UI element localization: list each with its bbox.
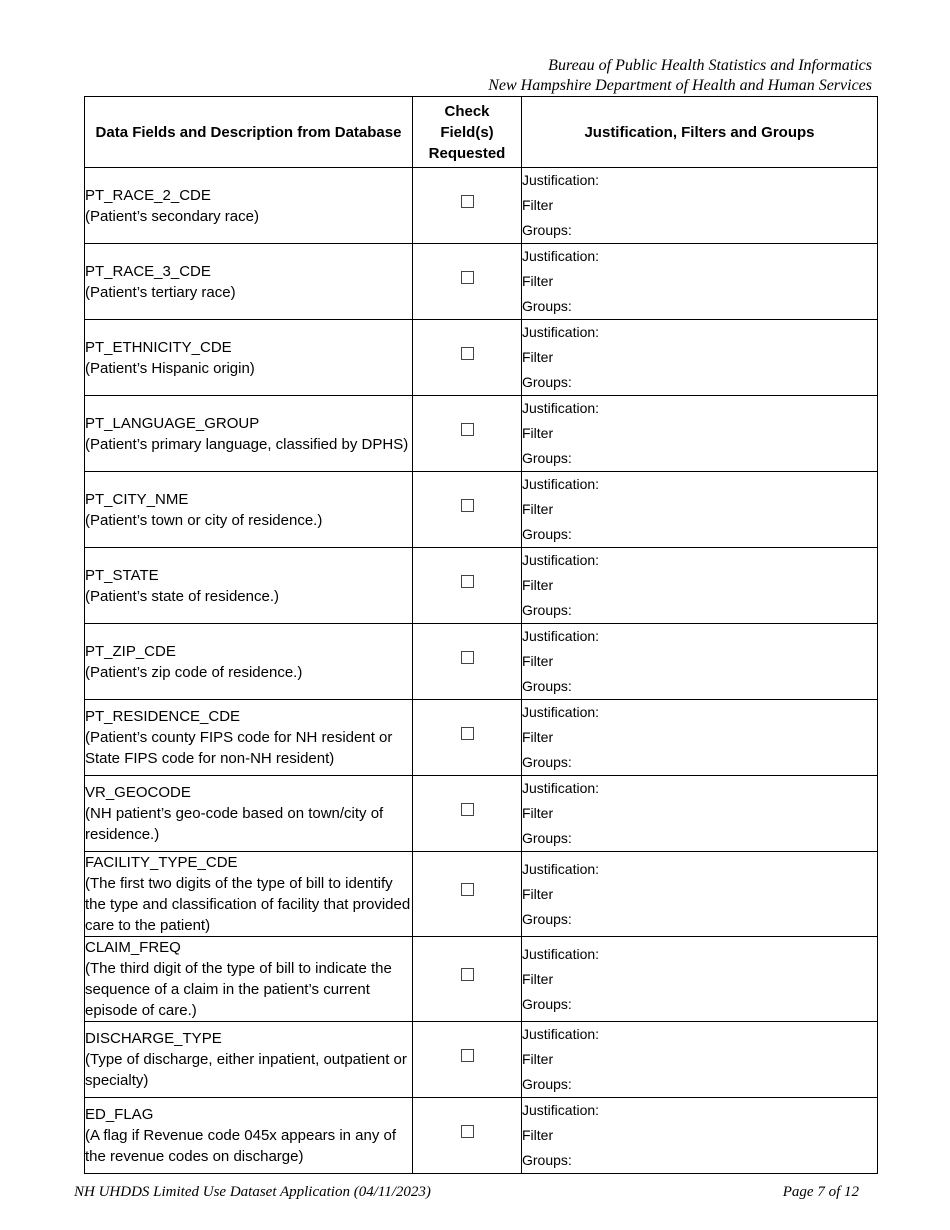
field-cell — [85, 776, 413, 852]
check-cell — [413, 548, 522, 624]
table-row — [85, 244, 878, 320]
field-cell — [85, 700, 413, 776]
field-requested-checkbox[interactable] — [461, 271, 474, 284]
field-description: (Patient’s Hispanic origin) — [85, 359, 255, 377]
table-row — [85, 700, 878, 776]
field-requested-checkbox[interactable] — [461, 347, 474, 360]
justification-label: Justification: — [522, 704, 600, 720]
justification-label: Justification: — [522, 628, 600, 644]
field-requested-checkbox[interactable] — [461, 883, 474, 896]
check-cell — [413, 1022, 522, 1098]
header-department: New Hampshire Department of Health and Human Services — [488, 77, 872, 94]
check-cell — [413, 1098, 522, 1174]
field-cell — [85, 396, 413, 472]
field-description: (Patient’s state of residence.) — [85, 587, 279, 605]
field-name: PT_CITY_NME — [85, 490, 189, 508]
table-row — [85, 472, 878, 548]
field-name: CLAIM_FREQ — [85, 939, 181, 956]
justification-label: Justification: — [522, 400, 600, 416]
page-header — [488, 56, 872, 96]
groups-label: Groups: — [522, 450, 572, 466]
field-requested-checkbox[interactable] — [461, 727, 474, 740]
field-cell — [85, 320, 413, 396]
check-cell — [413, 320, 522, 396]
field-name: VR_GEOCODE — [85, 784, 191, 801]
field-requested-checkbox[interactable] — [461, 423, 474, 436]
data-fields-table — [84, 96, 878, 1174]
groups-label: Groups: — [522, 602, 572, 618]
field-cell — [85, 548, 413, 624]
field-requested-checkbox[interactable] — [461, 968, 474, 981]
groups-label: Groups: — [522, 298, 572, 314]
check-cell — [413, 244, 522, 320]
check-cell — [413, 472, 522, 548]
check-cell — [413, 937, 522, 1022]
filter-label: Filter — [522, 273, 554, 289]
justification-cell[interactable] — [522, 320, 878, 396]
filter-label: Filter — [522, 885, 554, 902]
field-description: (The first two digits of the type of bill to identify the type and classification of facility that provided care to the patient) — [85, 875, 411, 934]
groups-label: Groups: — [522, 374, 572, 390]
field-cell — [85, 1022, 413, 1098]
field-requested-checkbox[interactable] — [461, 1049, 474, 1062]
field-requested-checkbox[interactable] — [461, 803, 474, 816]
table-header-row — [85, 97, 878, 168]
field-name: PT_ETHNICITY_CDE — [85, 338, 232, 356]
field-description: (Patient’s zip code of residence.) — [85, 663, 303, 681]
field-description: (Patient’s town or city of residence.) — [85, 511, 323, 529]
groups-label: Groups: — [522, 678, 572, 694]
justification-cell[interactable] — [522, 1022, 878, 1098]
field-description: (Patient’s county FIPS code for NH resident or State FIPS code for non-NH resident) — [85, 729, 393, 767]
field-name: PT_LANGUAGE_GROUP — [85, 414, 260, 432]
field-name: PT_STATE — [85, 566, 159, 584]
table-row — [85, 548, 878, 624]
check-cell — [413, 168, 522, 244]
field-cell — [85, 852, 413, 937]
filter-label: Filter — [522, 970, 554, 987]
table-row — [85, 776, 878, 852]
field-requested-checkbox[interactable] — [461, 499, 474, 512]
filter-label: Filter — [522, 805, 554, 821]
column-header-justification: Justification, Filters and Groups — [522, 97, 878, 168]
justification-cell[interactable] — [522, 168, 878, 244]
filter-label: Filter — [522, 349, 554, 365]
justification-cell[interactable] — [522, 472, 878, 548]
groups-label: Groups: — [522, 754, 572, 770]
groups-label: Groups: — [522, 1152, 572, 1168]
groups-label: Groups: — [522, 1076, 572, 1092]
field-description: (Type of discharge, either inpatient, outpatient or specialty) — [85, 1051, 407, 1089]
justification-label: Justification: — [522, 860, 600, 877]
column-header-fields: Data Fields and Description from Database — [85, 97, 413, 168]
justification-label: Justification: — [522, 324, 600, 340]
justification-cell[interactable] — [522, 776, 878, 852]
field-description: (A flag if Revenue code 045x appears in any of the revenue codes on discharge) — [85, 1127, 397, 1165]
field-requested-checkbox[interactable] — [461, 651, 474, 664]
justification-label: Justification: — [522, 945, 600, 962]
filter-label: Filter — [522, 425, 554, 441]
justification-cell[interactable] — [522, 700, 878, 776]
justification-label: Justification: — [522, 248, 600, 264]
field-requested-checkbox[interactable] — [461, 195, 474, 208]
field-cell — [85, 937, 413, 1022]
justification-label: Justification: — [522, 172, 600, 188]
table-row — [85, 1022, 878, 1098]
check-cell — [413, 776, 522, 852]
groups-label: Groups: — [522, 830, 572, 846]
field-name: ED_FLAG — [85, 1106, 154, 1123]
filter-label: Filter — [522, 1051, 554, 1067]
justification-cell[interactable] — [522, 396, 878, 472]
justification-label: Justification: — [522, 552, 600, 568]
table-row — [85, 396, 878, 472]
table-row — [85, 168, 878, 244]
field-name: PT_RACE_3_CDE — [85, 262, 211, 280]
check-cell — [413, 624, 522, 700]
groups-label: Groups: — [522, 995, 572, 1012]
justification-cell[interactable] — [522, 624, 878, 700]
justification-cell[interactable] — [522, 548, 878, 624]
field-cell — [85, 244, 413, 320]
filter-label: Filter — [522, 653, 554, 669]
filter-label: Filter — [522, 1127, 554, 1143]
table-row — [85, 320, 878, 396]
footer-page-number: Page 7 of 12 — [782, 1184, 859, 1200]
justification-cell[interactable] — [522, 244, 878, 320]
filter-label: Filter — [522, 197, 554, 213]
field-description: (The third digit of the type of bill to indicate the sequence of a claim in the patient’s current episode of care.) — [85, 960, 392, 1019]
check-cell — [413, 396, 522, 472]
justification-cell[interactable] — [522, 852, 878, 937]
groups-label: Groups: — [522, 910, 572, 927]
field-name: PT_RACE_2_CDE — [85, 186, 211, 204]
table-row — [85, 1098, 878, 1174]
field-name: FACILITY_TYPE_CDE — [85, 854, 238, 871]
filter-label: Filter — [522, 577, 554, 593]
column-header-check: Check Field(s) Requested — [413, 97, 522, 168]
justification-cell[interactable] — [522, 937, 878, 1022]
table-row — [85, 624, 878, 700]
field-description: (NH patient’s geo-code based on town/city of residence.) — [85, 805, 384, 843]
justification-label: Justification: — [522, 780, 600, 796]
field-description: (Patient’s primary language, classified by DPHS) — [85, 435, 409, 453]
field-name: PT_ZIP_CDE — [85, 642, 176, 660]
field-requested-checkbox[interactable] — [461, 575, 474, 588]
justification-label: Justification: — [522, 1102, 600, 1118]
field-cell — [85, 624, 413, 700]
field-name: PT_RESIDENCE_CDE — [85, 708, 241, 725]
check-cell — [413, 852, 522, 937]
field-requested-checkbox[interactable] — [461, 1125, 474, 1138]
justification-label: Justification: — [522, 1026, 600, 1042]
filter-label: Filter — [522, 501, 554, 517]
field-description: (Patient’s secondary race) — [85, 207, 259, 225]
filter-label: Filter — [522, 729, 554, 745]
table-row — [85, 852, 878, 937]
field-name: DISCHARGE_TYPE — [85, 1030, 222, 1047]
groups-label: Groups: — [522, 526, 572, 542]
table-row — [85, 937, 878, 1022]
field-cell — [85, 472, 413, 548]
footer-document-title: NH UHDDS Limited Use Dataset Application (04/11/2023) — [74, 1184, 431, 1200]
field-cell — [85, 1098, 413, 1174]
field-cell — [85, 168, 413, 244]
justification-cell[interactable] — [522, 1098, 878, 1174]
justification-label: Justification: — [522, 476, 600, 492]
header-bureau: Bureau of Public Health Statistics and Informatics — [548, 57, 872, 74]
check-cell — [413, 700, 522, 776]
field-description: (Patient’s tertiary race) — [85, 283, 236, 301]
groups-label: Groups: — [522, 222, 572, 238]
